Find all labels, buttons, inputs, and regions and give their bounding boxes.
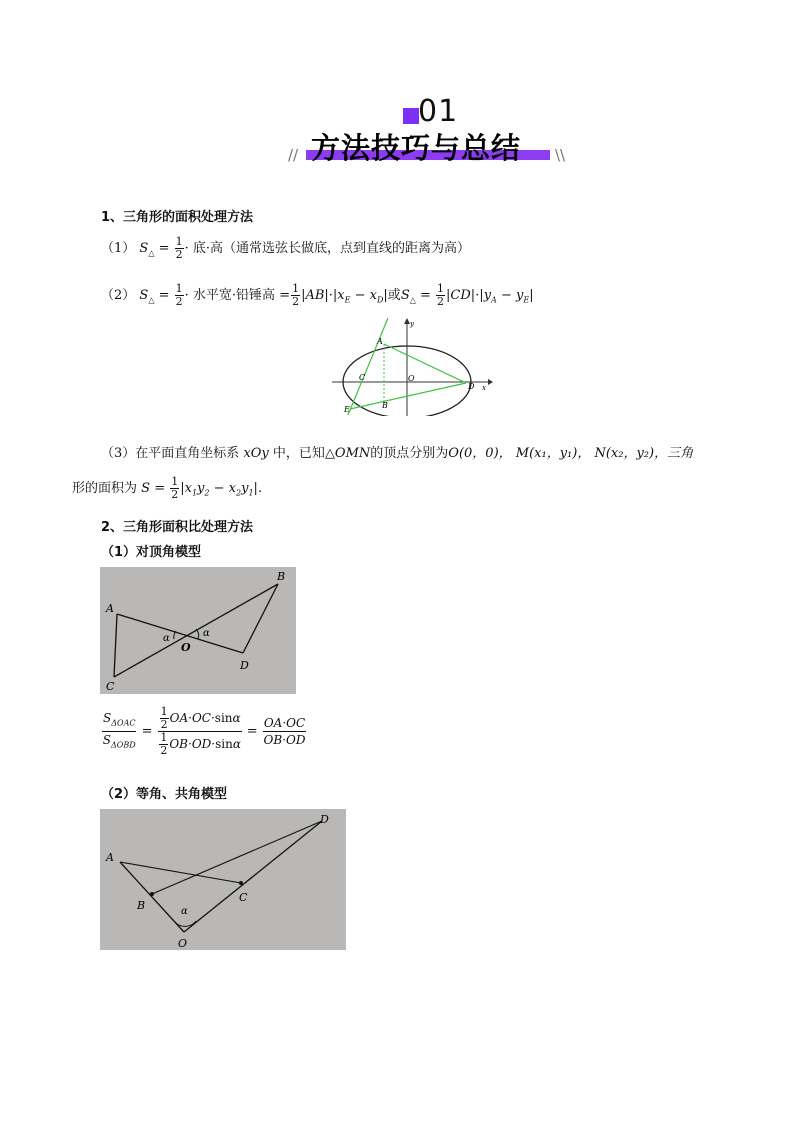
label-x: x [482,384,486,392]
label-a: A [377,337,383,346]
segment-cb [114,584,278,677]
half-fraction: $\frac{1}{2}$ [437,282,445,308]
item-2-num: （2） [101,288,136,303]
label-d: D [240,659,249,672]
label-y: y [410,320,414,328]
half-fraction: $\frac{1}{2}$ [171,475,179,501]
formula-cross-product: $|x_1y_2 - x_2y_1|$ [180,481,258,498]
common-angle-figure [100,809,346,950]
item-3-omn: △OMN [324,446,371,461]
subsection-1-title: （1）对顶角模型 [101,545,202,560]
label-alpha-right: α [203,628,210,639]
item-3-text-a: 在平面直角坐标系 [135,446,240,461]
label-b: B [277,570,286,583]
line-ad [384,344,466,383]
segment-ac [120,862,241,883]
label-a: A [106,851,114,864]
half-fraction: $\frac{1}{2}$ [175,282,183,308]
label-c: C [239,891,248,904]
section-2-title: 2、三角形面积比处理方法 [101,520,254,535]
subsection-2-title: （2）等角、共角模型 [101,787,228,802]
segment-ac [114,614,117,677]
s-triangle-symbol: $S_\triangle$ [139,241,155,258]
label-d: D [320,813,329,826]
label-alpha: α [181,906,188,917]
point-c [239,881,243,885]
x-axis-arrow [488,379,493,385]
header-left-deco: // [288,146,299,164]
ratio-rhs: $\frac{OA\cdot OC}{OB\cdot OD}$ [263,716,306,747]
point-b [150,892,154,896]
half-fraction: $\frac{1}{2}$ [292,282,300,308]
item-3-text-b: 中，已知 [272,446,325,461]
header-right-deco: \\ [555,146,566,164]
item-2: （2） $S_\triangle$ = $\frac{1}{2}$ · 水平宽·铅锤高 = $\frac{1}{2}$ $|AB|\cdot|x_E - x_D|$或$S_\triangle$ = $\frac{1}{2}$ $|CD|\cdot|y_A - y_E|$ [101,282,534,308]
half-fraction: $\frac{1}{2}$ [175,235,183,261]
line-ed [350,383,466,409]
item-3-text-c: 的顶点分别为 [370,446,449,461]
item-3 [101,442,693,461]
ellipse-figure [328,316,493,416]
label-b: B [382,401,388,410]
formula-cd-ya-ye: $|CD|\cdot|y_A - y_E|$ [446,288,534,305]
s-triangle-symbol: $S_\triangle$ [400,288,416,305]
item-3-points: O(0，0)， M(x₁，y₁)， N(x₂，y₂)，三角 [448,446,694,461]
section-1-title: 1、三角形的面积处理方法 [101,210,254,225]
item-2-or: 或 [387,288,401,303]
label-a: A [106,602,114,615]
ratio-formula: $\frac{S_{\Delta OAC}}{S_{\Delta OBD}}$ = $\frac{1}{2}$ OA·OC·sinα $\frac{1}{2}$ OB·OD·sinα = $\frac{OA\cdot OC}{OB\cdot OD}$ [102,705,306,757]
label-o: O [181,641,191,654]
label-c: C [106,680,115,693]
ratio-middle: $\frac{1}{2}$ OA·OC·sinα $\frac{1}{2}$ OB·OD·sinα [158,706,242,757]
item-3-num: （3） [101,446,136,461]
label-o: O [408,374,415,383]
item-3-line-2-text: 形的面积为 [72,481,138,496]
header-number: 01 [418,94,459,129]
label-d: D [468,382,475,391]
ratio-lhs: $\frac{S_{\Delta OAC}}{S_{\Delta OBD}}$ [102,710,136,750]
label-e: E [344,405,350,414]
formula-area: S [141,481,151,496]
item-3-line-2: 形的面积为 S = $\frac{1}{2}$ $|x_1y_2 - x_2y_1|$. [72,475,263,501]
item-1-num: （1） [101,241,136,256]
s-triangle-symbol: $S_\triangle$ [139,288,155,305]
label-o: O [178,937,188,950]
page-title: 方法技巧与总结 [311,131,522,165]
label-alpha-left: α [163,633,170,644]
item-2-text: 水平宽·铅锤高 [192,288,276,303]
header-accent-square [403,108,419,124]
vertical-angle-figure [100,567,296,694]
segment-bd [152,821,322,894]
item-1-text: 底·高（通常选弦长做底，点到直线的距离为高） [192,241,471,256]
item-1: （1） $S_\triangle$ = $\frac{1}{2}$ · 底·高（通常选弦长做底，点到直线的距离为高） [101,235,471,261]
segment-ad [117,614,243,653]
label-b: B [137,899,146,912]
formula-ab-xe-xd: $|AB|\cdot|x_E - x_D|$ [301,288,388,305]
label-c: C [359,373,366,382]
item-3-xoy: xOy [243,446,269,461]
